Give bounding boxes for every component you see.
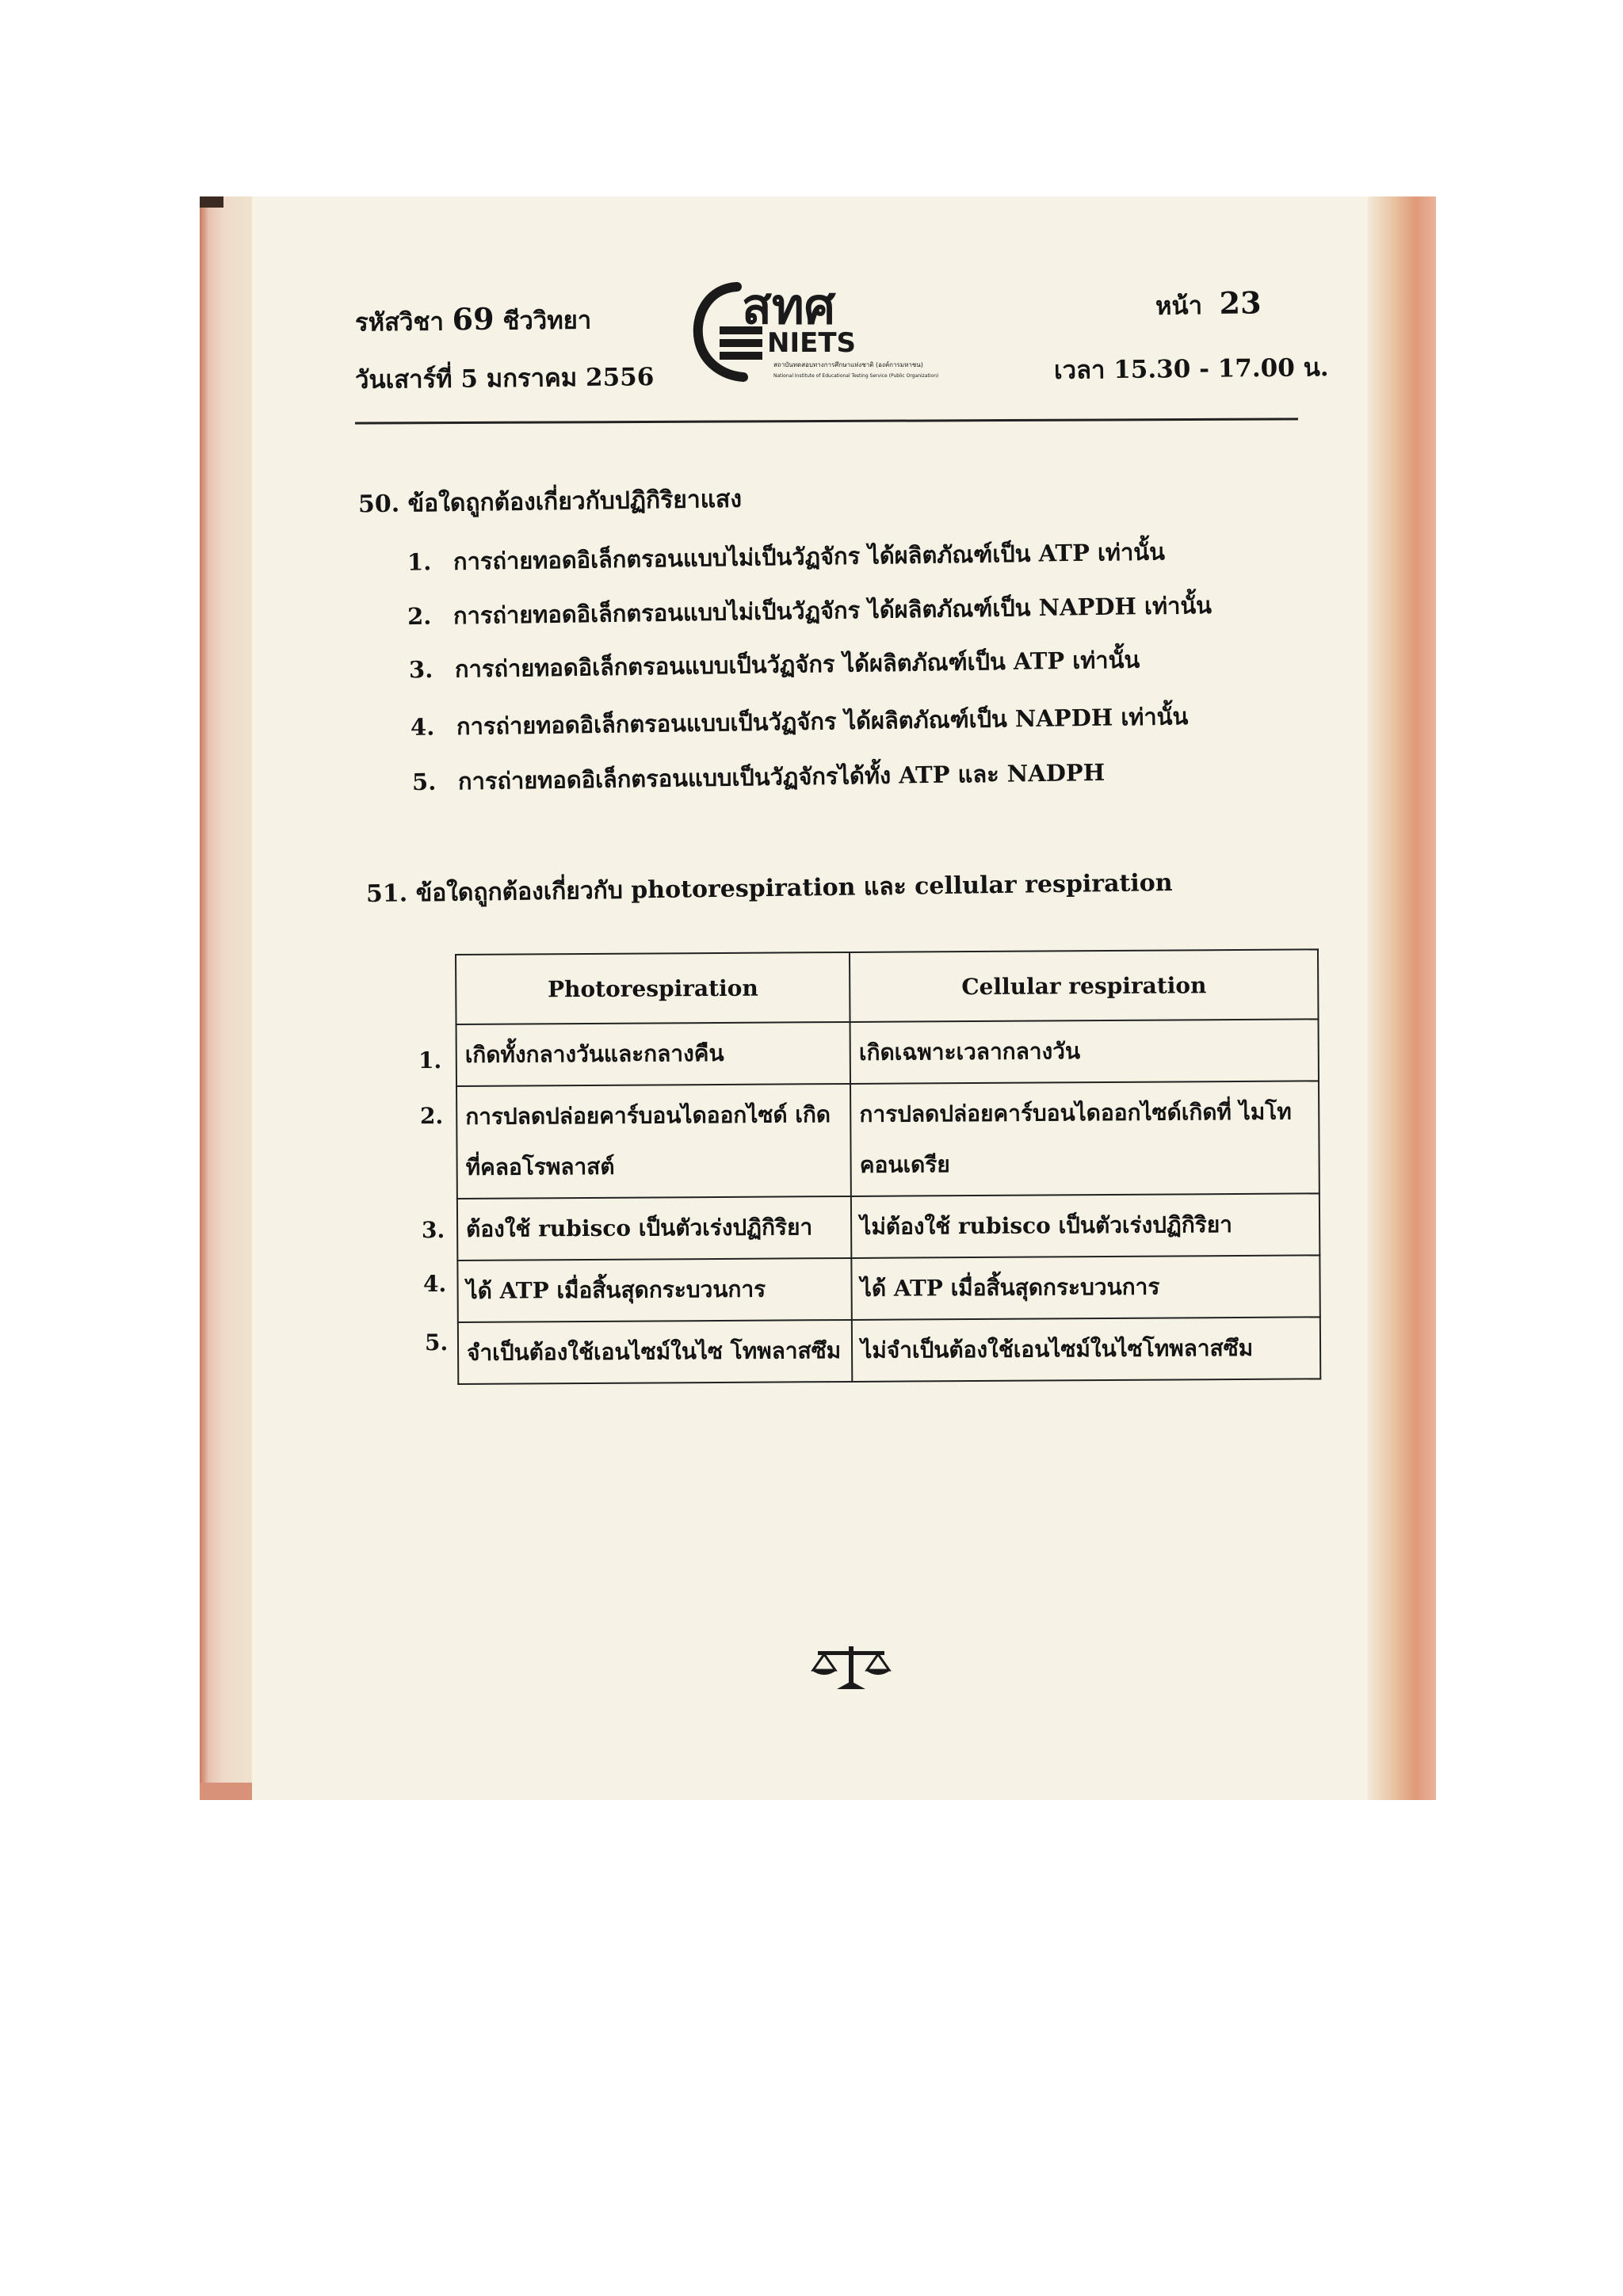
option-text: การถ่ายทอดอิเล็กตรอนแบบเป็นวัฏจักรได้ทั้ง ATP และ NADPH <box>457 758 1106 795</box>
option-text: การถ่ายทอดอิเล็กตรอนแบบไม่เป็นวัฏจักร ได้ผลิตภัณฑ์เป็น NAPDH เท่านั้น <box>453 591 1212 630</box>
question-50-number: 50. <box>357 490 400 519</box>
logo-thai-text: สทศ <box>742 277 836 335</box>
table-row <box>456 1019 1319 1086</box>
option-number: 4. <box>410 713 435 741</box>
option-number: 3. <box>408 656 433 684</box>
comparison-table <box>455 948 1321 1385</box>
page-number-line <box>1155 284 1262 325</box>
subject-line <box>355 299 592 341</box>
scale-of-justice-icon <box>810 1643 892 1694</box>
row-number-1: 1. <box>418 1047 442 1074</box>
page-binding-left-edge <box>200 196 252 1800</box>
date-day: 5 <box>460 364 479 394</box>
date-line <box>355 357 655 399</box>
option-number: 5. <box>411 768 437 796</box>
page-number: 23 <box>1219 284 1262 321</box>
cell-cellular-respiration: เกิดเฉพาะเวลากลางวัน <box>850 1019 1319 1084</box>
page-corner-shadow <box>200 196 223 208</box>
option-number: 1. <box>407 548 432 576</box>
table-header-row <box>456 949 1319 1024</box>
time-value: 15.30 - 17.00 <box>1113 353 1296 385</box>
row-number-3: 3. <box>422 1217 445 1243</box>
date-label: วันเสาร์ที่ <box>354 364 453 395</box>
cell-cellular-respiration: ไม่ต้องใช้ rubisco เป็นตัวเร่งปฏิกิริยา <box>851 1193 1319 1258</box>
cell-cellular-respiration: ได้ ATP เมื่อสิ้นสุดกระบวนการ <box>852 1255 1320 1320</box>
cell-photorespiration: ได้ ATP เมื่อสิ้นสุดกระบวนการ <box>457 1258 852 1322</box>
logo-org-thai: สถาบันทดสอบทางการศึกษาแห่งชาติ (องค์การมหาชน) <box>773 361 923 368</box>
row-number-2: 2. <box>420 1103 444 1129</box>
logo-english-text: NIETS <box>767 327 857 359</box>
time-line <box>1054 347 1329 390</box>
cell-photorespiration: ต้องใช้ rubisco เป็นตัวเร่งปฏิกิริยา <box>457 1196 852 1261</box>
page-binding-bottom <box>200 1783 252 1800</box>
niets-logo <box>691 277 939 388</box>
page-binding-right-edge <box>1368 196 1436 1800</box>
subject-code: 69 <box>452 300 495 338</box>
table-row <box>457 1193 1319 1261</box>
col-header-cellular-respiration: Cellular respiration <box>850 949 1318 1022</box>
option-text: การถ่ายทอดอิเล็กตรอนแบบไม่เป็นวัฏจักร ได้ผลิตภัณฑ์เป็น ATP เท่านั้น <box>453 538 1166 575</box>
cell-photorespiration: เกิดทั้งกลางวันและกลางคืน <box>456 1022 851 1086</box>
subject-name: ชีววิทยา <box>502 306 592 336</box>
table-row <box>458 1317 1320 1384</box>
option-number: 2. <box>407 602 432 631</box>
cell-photorespiration: จำเป็นต้องใช้เอนไซม์ในไซ โทพลาสซึม <box>458 1320 853 1384</box>
page-label: หน้า <box>1155 292 1203 321</box>
question-50-text: ข้อใดถูกต้องเกี่ยวกับปฏิกิริยาแสง <box>407 485 743 518</box>
question-51-number: 51. <box>365 879 408 909</box>
option-text: การถ่ายทอดอิเล็กตรอนแบบเป็นวัฏจักร ได้ผลิตภัณฑ์เป็น NAPDH เท่านั้น <box>456 703 1189 741</box>
time-label: เวลา <box>1053 356 1106 385</box>
question-51-text: ข้อใดถูกต้องเกี่ยวกับ photorespiration และ cellular respiration <box>415 868 1173 908</box>
row-number-4: 4. <box>423 1271 447 1297</box>
date-month: มกราคม <box>486 364 578 394</box>
date-year: 2556 <box>585 363 655 392</box>
question-50 <box>358 481 743 524</box>
col-header-photorespiration: Photorespiration <box>456 952 850 1024</box>
row-number-5: 5. <box>425 1329 449 1356</box>
cell-cellular-respiration: ไม่จำเป็นต้องใช้เอนไซม์ในไซโทพลาสซึม <box>852 1317 1320 1382</box>
cell-cellular-respiration: การปลดปล่อยคาร์บอนไดออกไซด์เกิดที่ ไมโทคอนเดรีย <box>850 1081 1319 1196</box>
logo-org-english: National Institute of Educational Testing Service (Public Organization) <box>773 373 939 379</box>
table-row <box>456 1081 1319 1199</box>
subject-code-label: รหัสวิชา <box>354 307 445 338</box>
cell-photorespiration: การปลดปล่อยคาร์บอนไดออกไซด์ เกิดที่คลอโรพลาสต์ <box>456 1084 851 1199</box>
option-text: การถ่ายทอดอิเล็กตรอนแบบเป็นวัฏจักร ได้ผลิตภัณฑ์เป็น ATP เท่านั้น <box>454 646 1140 683</box>
table-row <box>457 1255 1319 1322</box>
niets-logo-graphic <box>691 277 939 388</box>
time-unit: น. <box>1303 353 1329 383</box>
